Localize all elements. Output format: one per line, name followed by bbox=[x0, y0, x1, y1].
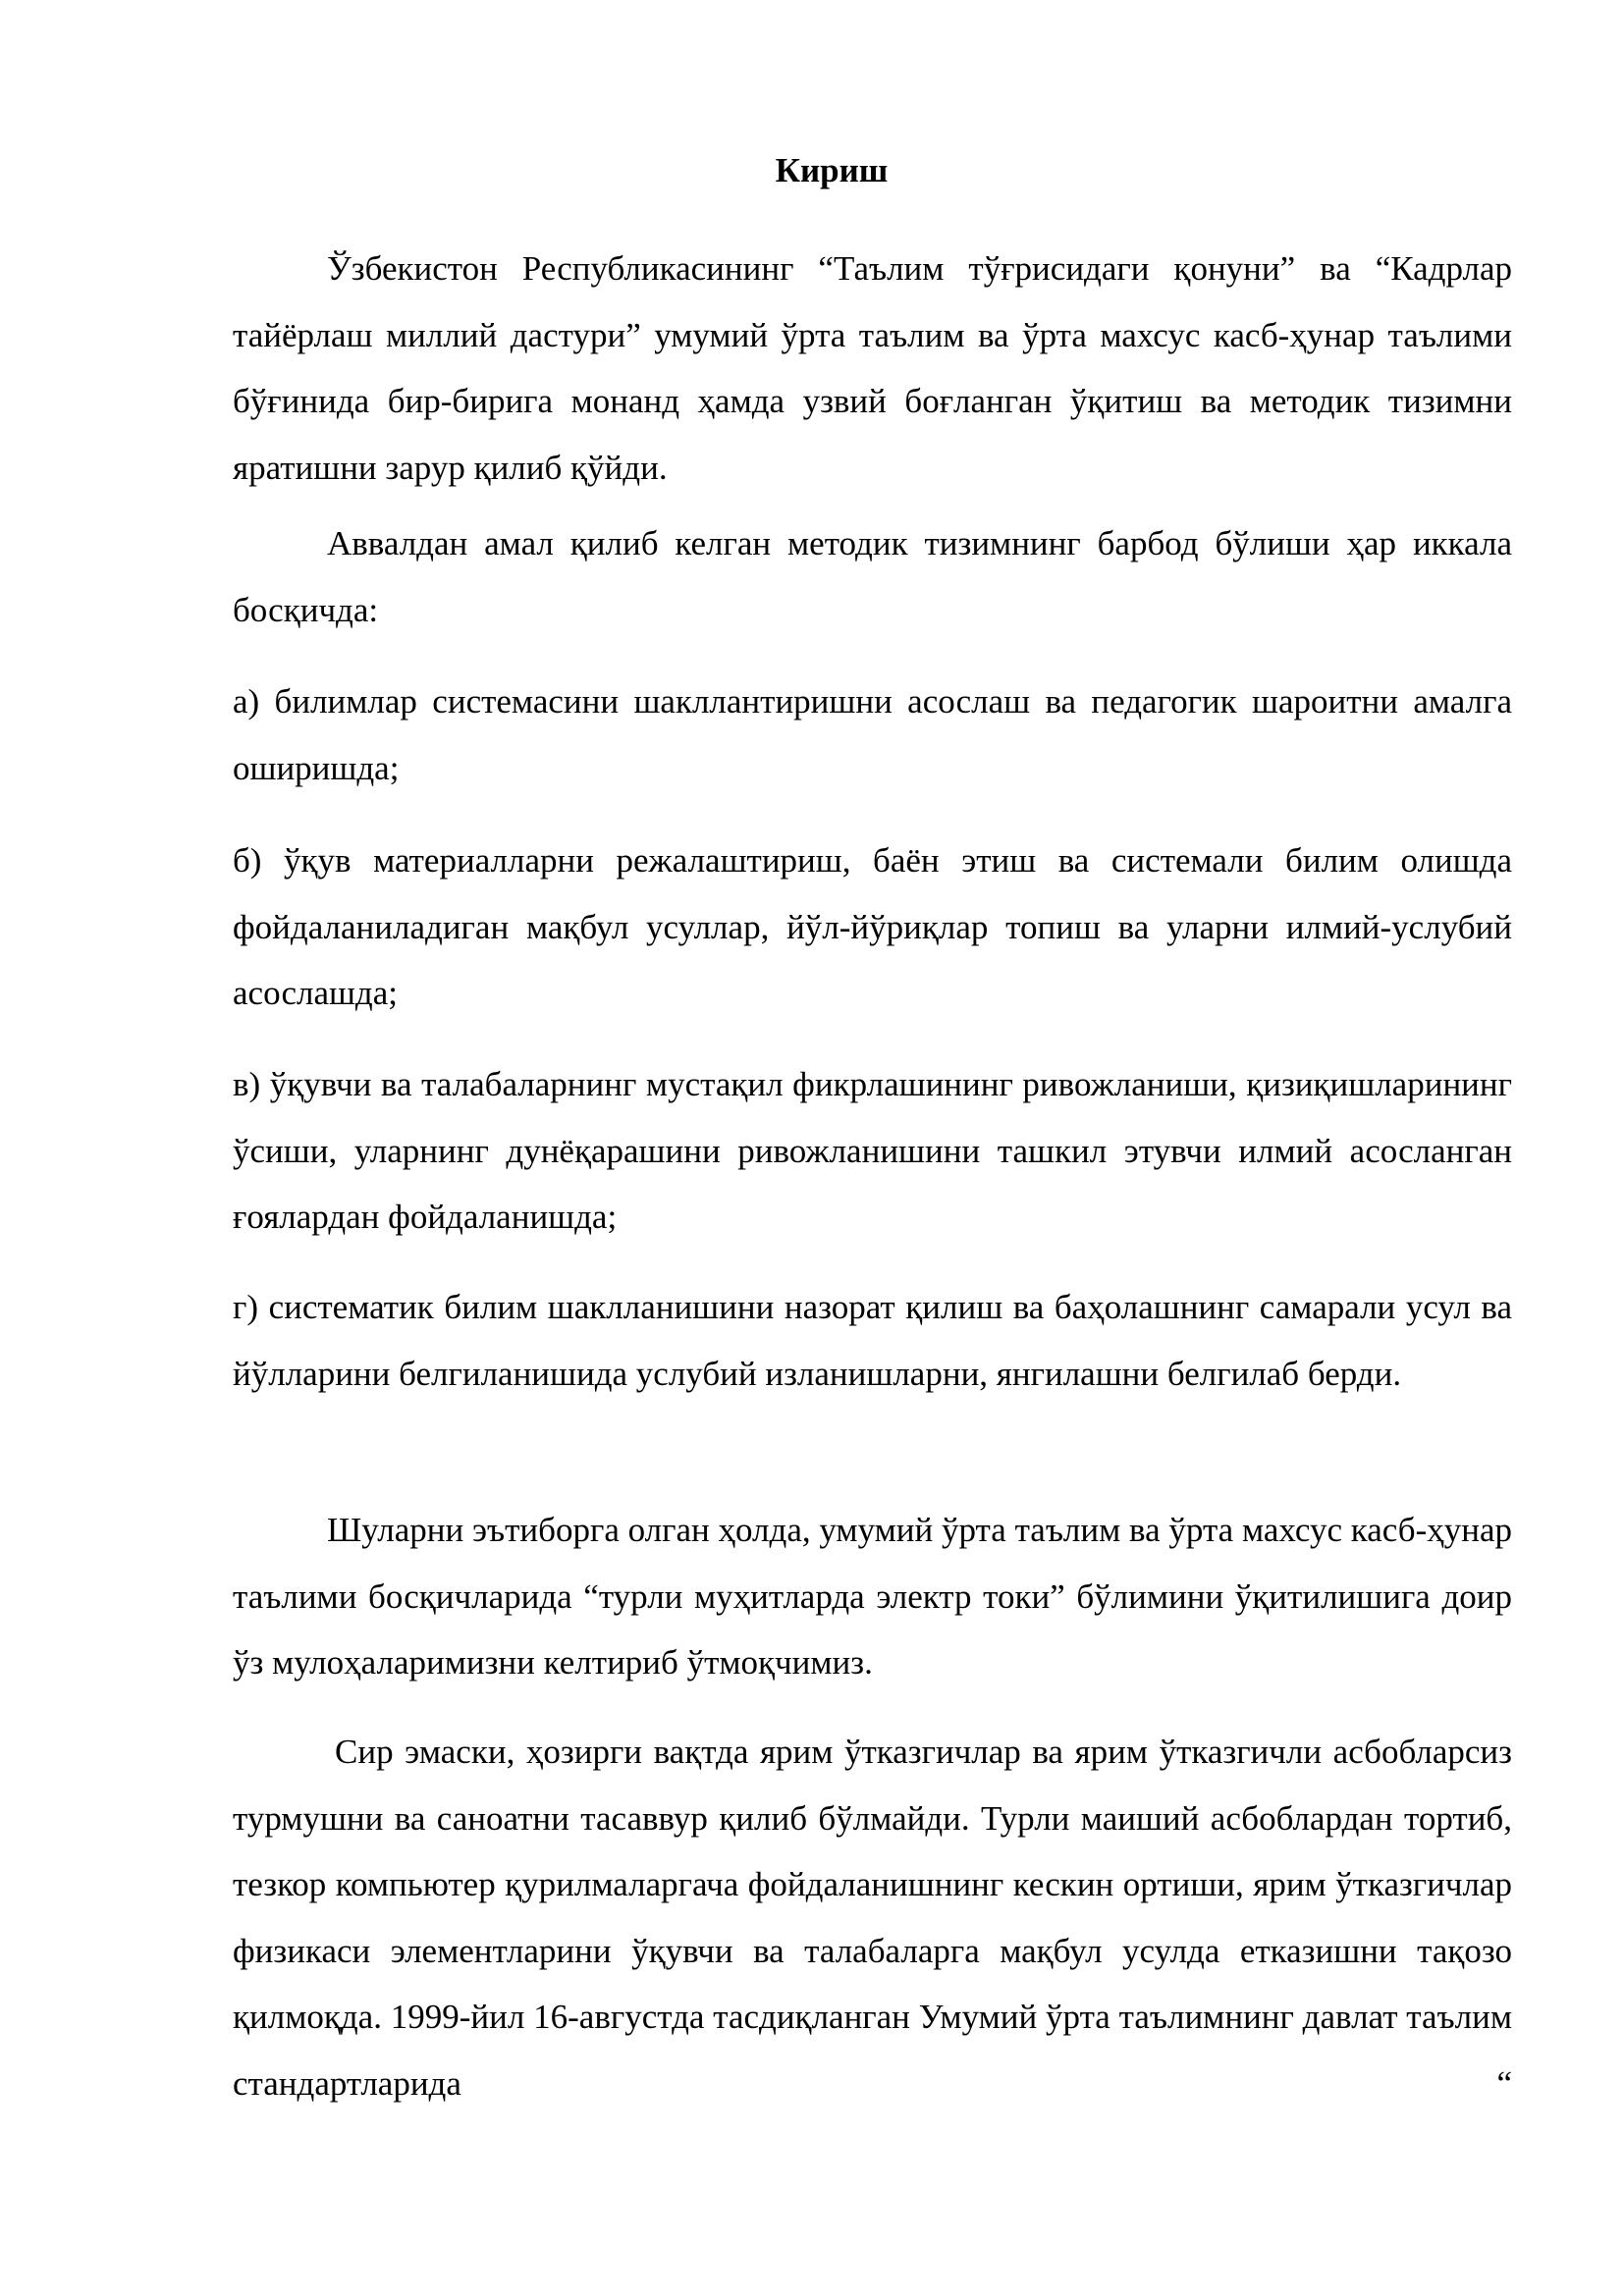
paragraph-4: Сир эмаски, ҳозирги вақтда ярим ўтказгичлар ва ярим ўтказгичли асбобларсиз турмушни ва саноатни тасаввур қилиб бўлмайди. Турли маиший асбоблардан тортиб, тезкор компьютер қурилмаларгача фойдаланишнинг кескин ортиши, ярим ўтказгичлар физикаси элементларини ўқувчи ва талабаларга мақбул усулда етказишни тақозо қилмоқда. 1999-йил 16-августда тасдиқланган Умумий ўрта таълимнинг давлат таълим стандартларида “ bbox=[233, 1733, 1512, 2103]
paragraph-item-g: г) систематик билим шаклланишини назорат қилиш ва баҳолашнинг самарали усул ва йўлларини белгиланишида услубий изланишларни, янгилашни белгилаб берди. bbox=[233, 1288, 1512, 1393]
paragraph-2: Аввалдан амал қилиб келган методик тизимнинг барбод бўлиши ҳар иккала босқичда: bbox=[233, 524, 1512, 629]
paragraph-item-a: а) билимлар системасини шакллантиришни асослаш ва педагогик шароитни амалга оширишда; bbox=[233, 682, 1512, 787]
page-title: Кириш bbox=[775, 151, 889, 189]
paragraph-1: Ўзбекистон Республикасининг “Таълим тўғрисидаги қонуни” ва “Кадрлар тайёрлаш миллий дастури” умумий ўрта таълим ва ўрта махсус касб-ҳунар таълими бўғинида бир-бирига монанд ҳамда узвий боғланган ўқитиш ва методик тизимни яратишни зарур қилиб қўйди. bbox=[233, 249, 1512, 487]
paragraph-3: Шуларни эътиборга олган ҳолда, умумий ўрта таълим ва ўрта махсус касб-ҳунар таълими босқичларида “турли муҳитларда электр токи” бўлимини ўқитилишига доир ўз мулоҳаларимизни келтириб ўтмоқчимиз. bbox=[233, 1511, 1512, 1682]
paragraph-item-v: в) ўқувчи ва талабаларнинг мустақил фикрлашининг ривожланиши, қизиқишларининг ўсиши, уларнинг дунёқарашини ривожланишини ташкил этувчи илмий асосланган ғоялардан фойдаланишда; bbox=[233, 1065, 1512, 1236]
paragraph-item-b: б) ўқув материалларни режалаштириш, баён этиш ва системали билим олишда фойдаланиладиган мақбул усуллар, йўл-йўриқлар топиш ва уларни илмий-услубий асослашда; bbox=[233, 841, 1512, 1012]
